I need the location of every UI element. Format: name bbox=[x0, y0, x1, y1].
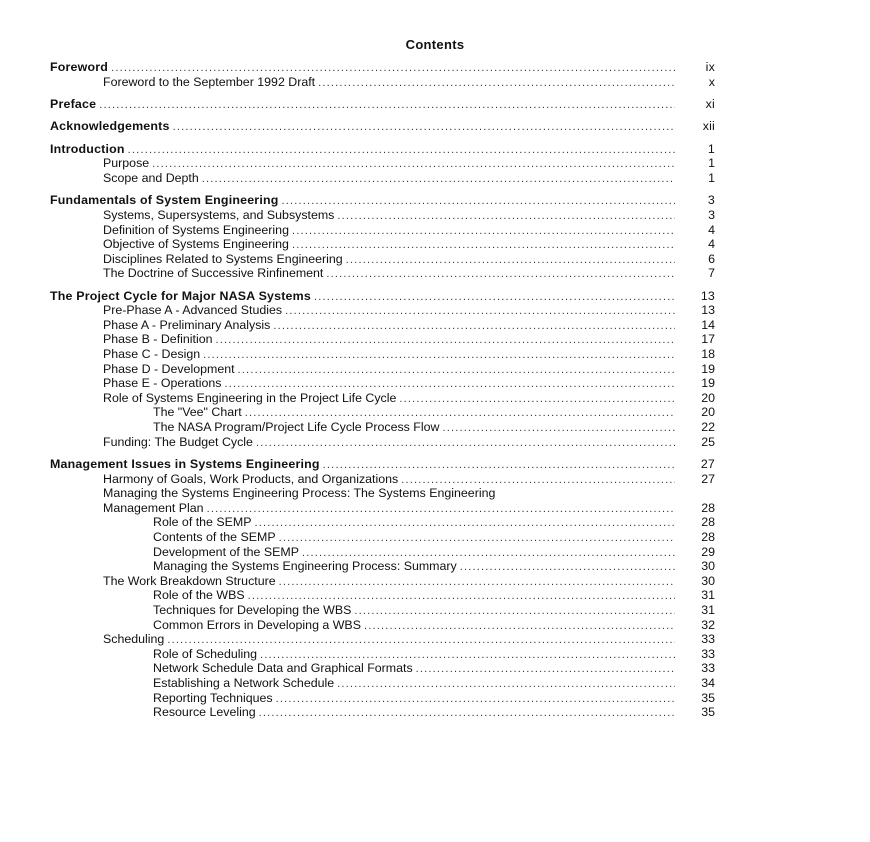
toc-entry-page-number: 4 bbox=[708, 237, 715, 252]
toc-entry-label: Acknowledgements bbox=[50, 119, 170, 134]
toc-entry[interactable] bbox=[50, 676, 715, 691]
toc-entry-page-number: x bbox=[708, 74, 715, 89]
dot-leader bbox=[279, 575, 675, 590]
toc-entry-label: The Project Cycle for Major NASA Systems bbox=[50, 288, 311, 303]
toc-entry[interactable] bbox=[50, 501, 715, 516]
toc-entry[interactable] bbox=[50, 237, 715, 252]
toc-entry-label: Role of the SEMP bbox=[153, 515, 252, 530]
dot-leader bbox=[128, 143, 675, 158]
toc-entry-label: Role of Systems Engineering in the Project Life Cycle bbox=[103, 390, 397, 405]
toc-entry-label: Definition of Systems Engineering bbox=[103, 222, 289, 237]
toc-entry[interactable] bbox=[50, 545, 715, 560]
toc-entry[interactable] bbox=[50, 171, 715, 186]
toc-entry-label: Phase D - Development bbox=[103, 361, 235, 376]
dot-leader bbox=[346, 253, 675, 268]
toc-entry-page-number: 29 bbox=[701, 544, 715, 559]
toc-entry[interactable] bbox=[50, 142, 715, 157]
toc-entry-page-number: 28 bbox=[701, 530, 715, 544]
toc-entry-label: Establishing a Network Schedule bbox=[153, 675, 335, 690]
dot-leader bbox=[302, 546, 675, 561]
toc-entry-page-number: 32 bbox=[701, 617, 715, 632]
dot-leader bbox=[460, 560, 675, 575]
toc-entry-label: Disciplines Related to Systems Engineering bbox=[103, 251, 343, 266]
dot-leader bbox=[285, 304, 675, 319]
dot-leader bbox=[173, 120, 675, 135]
toc-entry-page-number: 31 bbox=[701, 588, 715, 603]
toc-entry-page-number: 27 bbox=[701, 471, 715, 486]
toc-entry-page-number: 19 bbox=[701, 376, 715, 391]
toc-entry-page-number: 3 bbox=[708, 207, 715, 222]
toc-entry-label: Fundamentals of System Engineering bbox=[50, 193, 279, 208]
toc-entry[interactable] bbox=[50, 515, 715, 530]
toc-entry-label: Purpose bbox=[103, 156, 150, 171]
toc-entry-label: Scope and Depth bbox=[103, 170, 199, 185]
toc-entry-label: Managing the Systems Engineering Process: The Systems Engineering bbox=[103, 486, 496, 501]
toc-entry-page-number: 3 bbox=[707, 193, 715, 208]
toc-entry-page-number: 7 bbox=[708, 266, 715, 281]
toc-entry-page-number: 31 bbox=[701, 602, 715, 617]
dot-leader bbox=[323, 458, 675, 473]
toc-entry-label: Scheduling bbox=[103, 632, 165, 647]
toc-entry-page-number: 28 bbox=[701, 515, 715, 530]
toc-entry-page-number: 30 bbox=[701, 559, 715, 574]
toc-entry[interactable] bbox=[50, 60, 715, 75]
toc-entry[interactable] bbox=[50, 193, 715, 208]
toc-entry-label: Systems, Supersystems, and Subsystems bbox=[103, 207, 335, 222]
toc-entry-label: Common Errors in Developing a WBS bbox=[153, 617, 361, 632]
dot-leader bbox=[354, 604, 675, 619]
toc-entry-label: Introduction bbox=[50, 141, 125, 156]
toc-entry-label: Managing the Systems Engineering Process: Summary bbox=[153, 559, 457, 574]
toc-entry-label: Resource Leveling bbox=[153, 705, 256, 720]
toc-entry-label: The NASA Program/Project Life Cycle Process Flow bbox=[153, 420, 440, 435]
toc-entry[interactable] bbox=[50, 661, 715, 676]
dot-leader bbox=[256, 436, 675, 451]
dot-leader bbox=[203, 348, 675, 363]
toc-entry-label: Foreword bbox=[50, 60, 109, 74]
toc-entry-label: Reporting Techniques bbox=[153, 690, 273, 705]
toc-entry[interactable] bbox=[50, 362, 715, 377]
toc-entry[interactable] bbox=[50, 156, 715, 171]
toc-entry[interactable] bbox=[50, 691, 715, 706]
toc-entry[interactable] bbox=[50, 208, 715, 223]
dot-leader bbox=[238, 363, 675, 378]
toc-entry-page-number: 20 bbox=[701, 405, 715, 420]
toc-entry-label: Role of the WBS bbox=[153, 588, 245, 603]
toc-entry-label: Phase A - Preliminary Analysis bbox=[103, 317, 271, 332]
toc-entry[interactable] bbox=[50, 647, 715, 662]
dot-leader bbox=[337, 209, 675, 224]
toc-entry[interactable] bbox=[50, 347, 715, 362]
dot-leader bbox=[276, 692, 675, 707]
dot-leader bbox=[99, 98, 675, 113]
toc-entry[interactable] bbox=[50, 119, 715, 134]
dot-leader bbox=[292, 224, 675, 239]
dot-leader bbox=[282, 194, 676, 209]
toc-entry[interactable] bbox=[50, 266, 715, 281]
toc-entry-label: The Doctrine of Successive Rinfinement bbox=[103, 266, 324, 281]
dot-leader bbox=[364, 619, 675, 634]
toc-entry[interactable] bbox=[50, 223, 715, 238]
toc-entry[interactable] bbox=[50, 289, 715, 304]
toc-entry-label: Techniques for Developing the WBS bbox=[153, 602, 352, 617]
toc-entry-page-number: 1 bbox=[707, 141, 715, 156]
toc-entry-label: Harmony of Goals, Work Products, and Organizations bbox=[103, 471, 399, 486]
toc-entry[interactable] bbox=[50, 318, 715, 333]
toc-entry[interactable] bbox=[50, 75, 715, 90]
dot-leader bbox=[216, 333, 675, 348]
dot-leader bbox=[337, 677, 675, 692]
toc-entry-page-number: 14 bbox=[701, 317, 715, 332]
toc-entry-label: Phase E - Operations bbox=[103, 376, 222, 391]
toc-entry-page-number: 33 bbox=[701, 632, 715, 647]
dot-leader bbox=[254, 516, 675, 531]
toc-entry-label: Development of the SEMP bbox=[153, 544, 300, 559]
toc-entry-label: Pre-Phase A - Advanced Studies bbox=[103, 303, 283, 318]
toc-entry-label: Preface bbox=[50, 96, 97, 111]
toc-entry-page-number: 27 bbox=[700, 457, 715, 472]
toc-entry-page-number: 33 bbox=[701, 661, 715, 676]
dot-leader bbox=[202, 172, 675, 187]
toc-entry[interactable] bbox=[50, 332, 715, 347]
toc-entry[interactable] bbox=[50, 486, 715, 501]
toc-entry-label: Phase C - Design bbox=[103, 347, 201, 362]
toc-entry[interactable] bbox=[50, 97, 715, 112]
dot-leader bbox=[292, 238, 675, 253]
toc-entry-page-number: 28 bbox=[701, 500, 715, 515]
toc-entry[interactable] bbox=[50, 435, 715, 450]
toc-entry-page-number: 33 bbox=[701, 646, 715, 661]
toc-entry-page-number: xi bbox=[705, 96, 715, 111]
toc-entry-page-number: 4 bbox=[708, 222, 715, 237]
toc-entry-label: Role of Scheduling bbox=[153, 646, 258, 661]
toc-entry-page-number: 13 bbox=[701, 303, 715, 318]
toc-entry-label: Foreword to the September 1992 Draft bbox=[103, 74, 316, 89]
toc-entry-label: The "Vee" Chart bbox=[153, 405, 242, 420]
toc-entry-label: Contents of the SEMP bbox=[153, 530, 276, 544]
toc-entry[interactable] bbox=[50, 457, 715, 472]
dot-leader bbox=[442, 421, 675, 436]
dot-leader bbox=[399, 392, 675, 407]
dot-leader bbox=[273, 319, 675, 334]
toc-entry-page-number: 25 bbox=[701, 434, 715, 449]
dot-leader bbox=[401, 473, 675, 488]
toc-entry-page-number: 20 bbox=[701, 390, 715, 405]
toc-entry-page-number: ix bbox=[705, 60, 715, 74]
toc-entry[interactable] bbox=[50, 391, 715, 406]
dot-leader bbox=[224, 377, 675, 392]
table-of-contents bbox=[50, 60, 715, 720]
toc-entry[interactable] bbox=[50, 530, 715, 545]
toc-entry[interactable] bbox=[50, 252, 715, 267]
dot-leader bbox=[416, 662, 675, 677]
toc-entry-page-number: 6 bbox=[708, 251, 715, 266]
dot-leader bbox=[167, 633, 675, 648]
toc-entry-label: Objective of Systems Engineering bbox=[103, 237, 289, 252]
toc-entry[interactable] bbox=[50, 472, 715, 487]
dot-leader bbox=[279, 531, 675, 546]
dot-leader bbox=[245, 406, 675, 421]
toc-entry-label: Phase B - Definition bbox=[103, 332, 213, 347]
toc-entry[interactable] bbox=[50, 420, 715, 435]
toc-entry-page-number: 22 bbox=[701, 420, 715, 435]
dot-leader bbox=[152, 157, 675, 172]
toc-entry-label: Management Plan bbox=[103, 500, 204, 515]
toc-entry-page-number: 1 bbox=[708, 170, 715, 185]
toc-entry-page-number: 30 bbox=[701, 573, 715, 588]
toc-entry-page-number: 35 bbox=[701, 690, 715, 705]
toc-entry[interactable] bbox=[50, 303, 715, 318]
toc-entry-page-number: 19 bbox=[701, 361, 715, 376]
toc-entry-label: The Work Breakdown Structure bbox=[103, 573, 276, 588]
toc-entry[interactable] bbox=[50, 705, 715, 720]
dot-leader bbox=[318, 76, 675, 91]
toc-entry-label: Network Schedule Data and Graphical Formats bbox=[153, 661, 413, 676]
toc-entry-page-number: 35 bbox=[701, 705, 715, 720]
toc-entry-label: Management Issues in Systems Engineering bbox=[50, 457, 320, 472]
toc-entry[interactable] bbox=[50, 588, 715, 603]
toc-entry-page-number: 18 bbox=[701, 347, 715, 362]
dot-leader bbox=[260, 648, 675, 663]
toc-entry-page-number: 1 bbox=[708, 156, 715, 171]
dot-leader bbox=[207, 502, 675, 517]
toc-entry-page-number: 17 bbox=[701, 332, 715, 347]
dot-leader bbox=[259, 706, 675, 721]
toc-entry-label: Funding: The Budget Cycle bbox=[103, 434, 253, 449]
toc-entry[interactable] bbox=[50, 618, 715, 633]
toc-entry[interactable] bbox=[50, 559, 715, 574]
toc-entry-page-number: 34 bbox=[701, 675, 715, 690]
dot-leader bbox=[111, 61, 675, 76]
toc-entry[interactable] bbox=[50, 603, 715, 618]
toc-entry-page-number: 13 bbox=[700, 288, 715, 303]
toc-entry-page-number: xii bbox=[702, 119, 715, 134]
page-title: Contents bbox=[405, 37, 465, 52]
toc-entry[interactable] bbox=[50, 376, 715, 391]
toc-entry[interactable] bbox=[50, 574, 715, 589]
dot-leader bbox=[248, 589, 675, 604]
dot-leader bbox=[314, 290, 675, 305]
toc-entry[interactable] bbox=[50, 632, 715, 647]
toc-entry[interactable] bbox=[50, 405, 715, 420]
dot-leader bbox=[326, 267, 675, 282]
